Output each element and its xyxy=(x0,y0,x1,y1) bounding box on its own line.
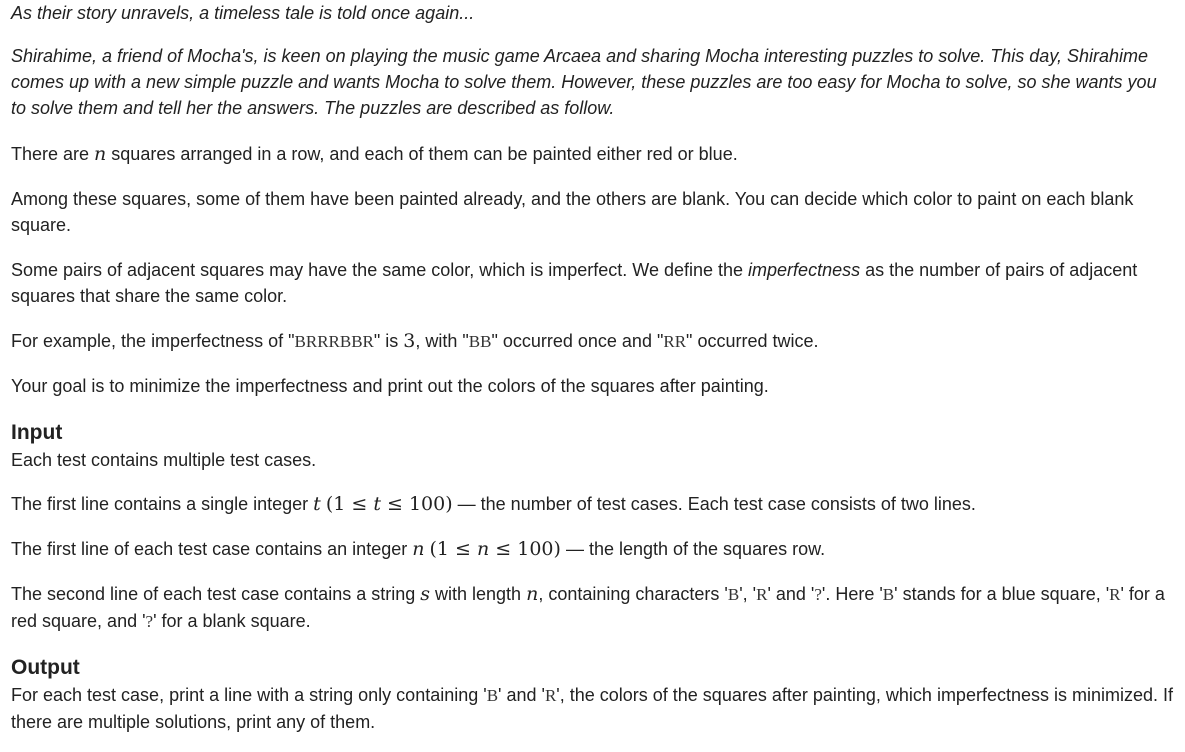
input-line-3 xyxy=(11,536,1173,562)
text: — the number of test cases. Each test case consists of two lines. xyxy=(452,494,976,514)
text: ' for a red square, and ' xyxy=(11,584,1165,631)
math-var-t: t xyxy=(313,493,321,515)
text: " occurred once and " xyxy=(491,331,664,351)
input-heading: Input xyxy=(11,421,63,444)
paragraph-imperfect xyxy=(11,257,1173,309)
text: For example, the imperfectness of " xyxy=(11,331,295,351)
code-bb: BB xyxy=(468,332,492,351)
paragraph-painted: Among these squares, some of them have been painted already, and the others are blank. You can decide which color to paint on each blank square. xyxy=(11,189,1134,235)
code-char: B xyxy=(882,585,895,604)
text: ' and ' xyxy=(498,685,545,705)
code-char: ? xyxy=(145,612,154,631)
text: ', ' xyxy=(739,584,757,604)
code-example: BRRRBBR xyxy=(294,332,374,351)
paragraph-example xyxy=(11,328,1173,355)
text: For each test case, print a line with a string only containing ' xyxy=(11,685,487,705)
text: There are xyxy=(11,144,95,164)
text: ' for a blank square. xyxy=(153,611,311,631)
math-var-n: n xyxy=(526,583,539,605)
code-rr: RR xyxy=(663,332,687,351)
text: ', the colors of the squares after painting, which imperfectness is minimized. If there are multiple solutions, print any of them. xyxy=(11,685,1174,732)
output-heading: Output xyxy=(11,656,80,679)
math-var-s: s xyxy=(420,583,431,605)
code-char: R xyxy=(544,686,557,705)
text: The first line contains a single integer xyxy=(11,494,314,514)
input-line-4 xyxy=(11,581,1173,635)
text: " is xyxy=(373,331,404,351)
input-line-2 xyxy=(11,491,1173,517)
text: ' and ' xyxy=(767,584,815,604)
text: — the length of the squares row. xyxy=(560,539,826,559)
math-number: 3 xyxy=(403,330,416,352)
text: The second line of each test case contains a string xyxy=(11,584,421,604)
text: , with " xyxy=(415,331,469,351)
code-char: B xyxy=(486,686,499,705)
code-char: R xyxy=(756,585,768,604)
math-range: ≤ 100) xyxy=(489,538,561,560)
input-line-1: Each test contains multiple test cases. xyxy=(11,450,317,470)
paragraph-goal: Your goal is to minimize the imperfectness and print out the colors of the squares after painting. xyxy=(11,376,769,396)
text: " occurred twice. xyxy=(686,331,819,351)
math-range: (1 ≤ xyxy=(429,538,477,560)
emphasis-imperfectness: imperfectness xyxy=(748,260,861,280)
text: squares arranged in a row, and each of them can be painted either red or blue. xyxy=(106,144,738,164)
text: Some pairs of adjacent squares may have the same color, which is imperfect. We define the xyxy=(11,260,749,280)
code-char: B xyxy=(727,585,740,604)
code-char: ? xyxy=(814,585,822,604)
math-var-n: n xyxy=(412,538,425,560)
text: ' stands for a blue square, ' xyxy=(894,584,1110,604)
math-var-t: t xyxy=(373,493,381,515)
text: '. Here ' xyxy=(821,584,883,604)
math-range: ≤ 100) xyxy=(380,493,453,515)
text: with length xyxy=(430,584,527,604)
text: , containing characters ' xyxy=(538,584,728,604)
math-var-n: n xyxy=(94,143,107,165)
math-range: (1 ≤ xyxy=(325,493,374,515)
code-char: R xyxy=(1109,585,1121,604)
output-line-1 xyxy=(11,682,1173,735)
paragraph-squares xyxy=(11,141,1173,167)
intro-paragraph: Shirahime, a friend of Mocha's, is keen on playing the music game Arcaea and sharing Mocha interesting puzzles to solve. This day, Shirahime comes up with a new simple puzzle and wants Mocha to solve them. However, these puzzles are too easy for Mocha to solve, so she wants you to solve them and tell her the answers. The puzzles are described as follow. xyxy=(11,46,1157,118)
math-var-n: n xyxy=(477,538,490,560)
legend-text: As their story unravels, a timeless tale is told once again... xyxy=(11,3,475,23)
text: The first line of each test case contains an integer xyxy=(11,539,413,559)
text: as the number of pairs of adjacent squares that share the same color. xyxy=(11,260,1138,306)
